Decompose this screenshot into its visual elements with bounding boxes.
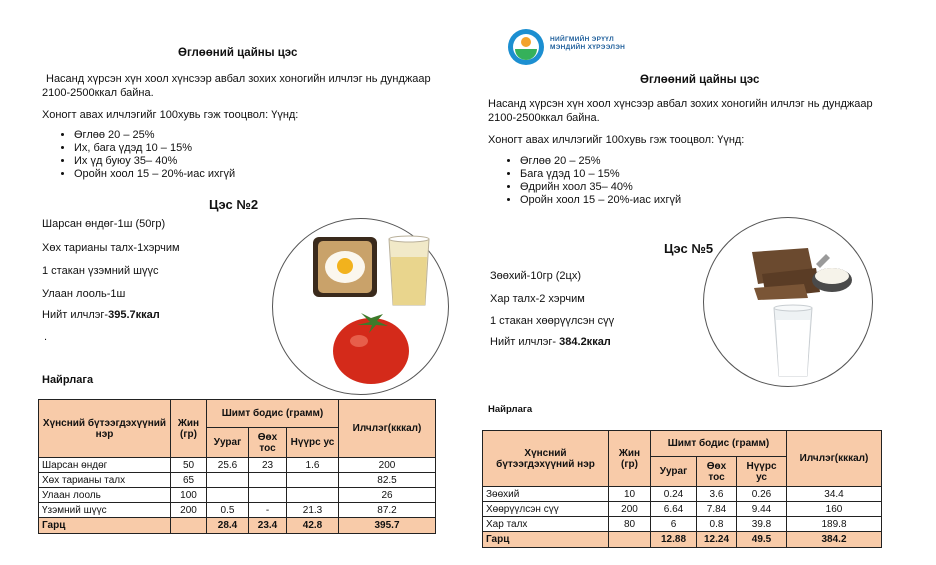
cell-name: Хөөрүүлсэн сүү xyxy=(483,502,609,517)
menu-title: Цэс №5 xyxy=(664,241,714,256)
table-row xyxy=(39,458,436,473)
intro-text: Насанд хүрсэн хүн хоол хүнсээр авбал зохих хоногийн илчлэг нь дунджаар 2100-2500ккал байна. xyxy=(42,73,431,99)
cell-fat: - xyxy=(249,503,287,518)
cell-weight xyxy=(609,532,651,548)
cell-protein: 6 xyxy=(651,517,697,532)
meal-share-item: • Их үд буюу 35– 40% xyxy=(74,155,235,168)
ingredients-title: Найрлага xyxy=(488,404,533,415)
col-header-fat: Өөх тос xyxy=(697,457,737,487)
menu-item: Хар талх-2 хэрчим xyxy=(490,293,585,305)
col-header-weight: Жин (гр) xyxy=(609,431,651,487)
milk-glass-icon xyxy=(774,305,812,376)
ingredients-title: Найрлага xyxy=(42,374,94,386)
col-header-protein: Уураг xyxy=(207,428,249,458)
food-photo-circle xyxy=(272,218,449,395)
cell-name: Үзэмний шүүс xyxy=(39,503,171,518)
meal-share-item: • Их, бага үдэд 10 – 15% xyxy=(74,142,235,155)
food-photo-circle xyxy=(703,217,873,387)
cell-energy: 395.7 xyxy=(339,518,436,534)
table-total-row xyxy=(483,532,882,548)
logo-line: НИЙГМИЙН ЭРҮҮЛ xyxy=(550,36,614,43)
logo-text xyxy=(550,36,625,52)
calorie-note: Хоногт авах илчлэгийг 100хувь гэж тооцвол: Үүнд: xyxy=(42,109,299,121)
cell-protein: 12.88 xyxy=(651,532,697,548)
meal-share-item: • Өглөө 20 – 25% xyxy=(74,129,235,142)
cell-carb: 49.5 xyxy=(737,532,787,548)
meal-share-item: • Өдрийн хоол 35– 40% xyxy=(520,181,681,194)
cell-fat: 23 xyxy=(249,458,287,473)
menu-total xyxy=(490,336,611,348)
cell-name: Зөөхий xyxy=(483,487,609,502)
meal-share-item: • Бага үдэд 10 – 15% xyxy=(520,168,681,181)
table-row xyxy=(483,502,882,517)
cell-fat: 23.4 xyxy=(249,518,287,534)
col-header-fat: Өөх тос xyxy=(249,428,287,458)
menu-item: Хөх тарианы талх-1хэрчим xyxy=(42,242,180,254)
cell-name: Гарц xyxy=(483,532,609,548)
col-header-energy: Илчлэг(кккал) xyxy=(787,431,882,487)
black-bread-icon xyxy=(748,246,822,300)
stray-dot: . xyxy=(44,331,48,343)
cell-energy: 200 xyxy=(339,458,436,473)
page-title: Өглөөний цайны цэс xyxy=(640,74,760,86)
table-row xyxy=(39,503,436,518)
cell-energy: 87.2 xyxy=(339,503,436,518)
cell-fat: 3.6 xyxy=(697,487,737,502)
col-header-energy: Илчлэг(кккал) xyxy=(339,400,436,458)
col-header-nutrients: Шимт бодис (грамм) xyxy=(651,431,787,457)
cell-name: Шарсан өндөг xyxy=(39,458,171,473)
cell-name: Гарц xyxy=(39,518,171,534)
cell-weight: 50 xyxy=(171,458,207,473)
cell-name: Хар талх xyxy=(483,517,609,532)
cell-energy: 189.8 xyxy=(787,517,882,532)
cell-weight: 100 xyxy=(171,488,207,503)
cell-carb: 0.26 xyxy=(737,487,787,502)
menu-item: Зөөхий-10гр (2цх) xyxy=(490,270,581,282)
cell-weight: 200 xyxy=(609,502,651,517)
col-header-nutrients: Шимт бодис (грамм) xyxy=(207,400,339,428)
menu-item: 1 стакан үзэмний шүүс xyxy=(42,265,159,277)
cell-carb: 9.44 xyxy=(737,502,787,517)
cell-fat xyxy=(249,488,287,503)
cell-carb: 39.8 xyxy=(737,517,787,532)
cell-weight: 10 xyxy=(609,487,651,502)
table-total-row xyxy=(39,518,436,534)
meal-share-item: • Оройн хоол 15 – 20%-иас ихгүй xyxy=(74,168,235,181)
menu-item: Шарсан өндөг-1ш (50гр) xyxy=(42,218,166,230)
table-row xyxy=(483,517,882,532)
cell-fat: 7.84 xyxy=(697,502,737,517)
cell-energy: 160 xyxy=(787,502,882,517)
col-header-product: Хүнсний бүтээгдэхүүний нэр xyxy=(39,400,171,458)
menu-total-value: 395.7ккал xyxy=(108,309,160,321)
cell-carb: 21.3 xyxy=(287,503,339,518)
menu-total-label: Нийт илчлэг- xyxy=(42,309,109,321)
col-header-carb: Нүүрс ус xyxy=(287,428,339,458)
menu-card-right xyxy=(468,0,936,565)
col-header-protein: Уураг xyxy=(651,457,697,487)
table-row xyxy=(483,487,882,502)
calorie-note: Хоногт авах илчлэгийг 100хувь гэж тооцвол: Үүнд: xyxy=(488,134,745,146)
menu-title: Цэс №2 xyxy=(209,197,259,212)
col-header-carb: Нүүрс ус xyxy=(737,457,787,487)
cell-energy: 26 xyxy=(339,488,436,503)
fried-egg-toast-icon xyxy=(313,237,377,297)
cell-protein: 6.64 xyxy=(651,502,697,517)
menu-item: 1 стакан хөөрүүлсэн сүү xyxy=(490,315,615,327)
menu-total-label: Нийт илчлэг- xyxy=(490,336,560,348)
nutrition-table xyxy=(38,399,436,534)
cell-protein: 25.6 xyxy=(207,458,249,473)
cell-energy: 82.5 xyxy=(339,473,436,488)
cell-weight: 200 xyxy=(171,503,207,518)
cell-carb: 42.8 xyxy=(287,518,339,534)
institute-logo-icon xyxy=(506,27,546,67)
nutrition-table xyxy=(482,430,882,548)
table-row xyxy=(39,473,436,488)
cell-carb xyxy=(287,488,339,503)
cell-protein: 0.5 xyxy=(207,503,249,518)
cell-weight: 65 xyxy=(171,473,207,488)
cell-name: Улаан лооль xyxy=(39,488,171,503)
menu-total-value: 384.2ккал xyxy=(559,336,611,348)
cell-weight xyxy=(171,518,207,534)
cell-name: Хөх тарианы талх xyxy=(39,473,171,488)
cell-protein xyxy=(207,473,249,488)
cell-fat: 0.8 xyxy=(697,517,737,532)
meal-share-item: • Оройн хоол 15 – 20%-иас ихгүй xyxy=(520,194,681,207)
cell-energy: 384.2 xyxy=(787,532,882,548)
cell-protein: 0.24 xyxy=(651,487,697,502)
cell-fat: 12.24 xyxy=(697,532,737,548)
page-title: Өглөөний цайны цэс xyxy=(178,47,298,59)
cell-fat xyxy=(249,473,287,488)
col-header-weight: Жин (гр) xyxy=(171,400,207,458)
meal-share-list xyxy=(494,155,681,207)
meal-share-item: • Өглөө 20 – 25% xyxy=(520,155,681,168)
col-header-product: Хүнсний бүтээгдэхүүний нэр xyxy=(483,431,609,487)
cell-weight: 80 xyxy=(609,517,651,532)
meal-share-list xyxy=(48,129,235,181)
cell-carb: 1.6 xyxy=(287,458,339,473)
juice-glass-icon xyxy=(389,236,429,305)
cell-protein xyxy=(207,488,249,503)
cell-energy: 34.4 xyxy=(787,487,882,502)
intro-text: Насанд хүрсэн хүн хоол хүнсээр авбал зохих хоногийн илчлэг нь дунджаар 2100-2500ккал байна. xyxy=(488,98,873,124)
tomato-icon xyxy=(333,313,409,384)
menu-total xyxy=(42,309,160,321)
table-row xyxy=(39,488,436,503)
menu-item: Улаан лооль-1ш xyxy=(42,288,126,300)
logo-line: МЭНДИЙН ХҮРЭЭЛЭН xyxy=(550,44,626,51)
cell-carb xyxy=(287,473,339,488)
cell-protein: 28.4 xyxy=(207,518,249,534)
